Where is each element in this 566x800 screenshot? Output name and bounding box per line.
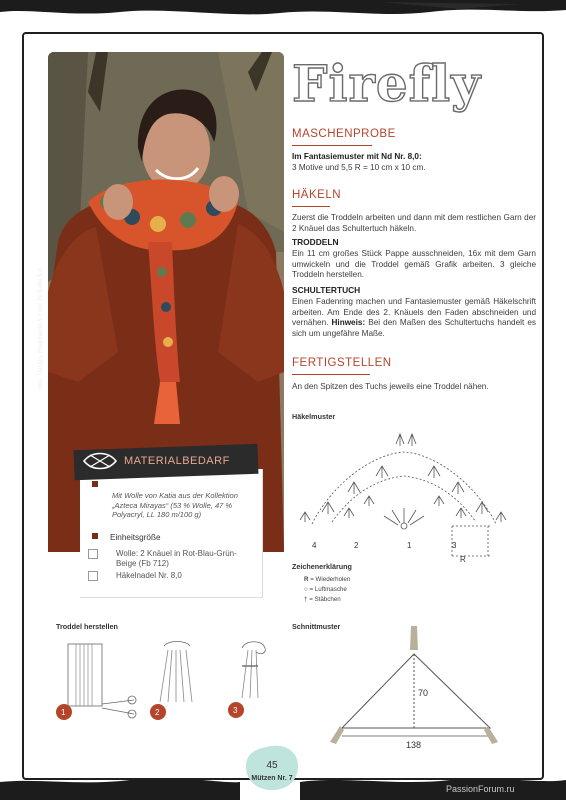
- legend-text-chain: = Luftmasche: [309, 586, 347, 593]
- checkbox-yarn[interactable]: [88, 549, 98, 559]
- legend-item-repeat: [304, 576, 350, 583]
- troddeln-heading: TRODDELN: [292, 237, 339, 247]
- hinweis-label: Hinweis:: [331, 318, 366, 328]
- legend-text-repeat: = Wiederholen: [310, 576, 351, 583]
- page-footer: [242, 742, 302, 792]
- schultertuch-body: Einen Fadenring machen und Fantasiemuster gemäß Häkelschrift arbeiten. Am Ende des 2. Knäuels den Faden abschneiden und vernähen.: [292, 297, 536, 328]
- legend-text-dc: = Stäbchen: [309, 596, 341, 603]
- haekeln-heading: HÄKELN: [292, 189, 342, 201]
- pattern-schematic: [320, 624, 520, 754]
- chart-label-2: 2: [354, 541, 359, 550]
- magazine-name: Mützen Nr. 7: [251, 775, 293, 782]
- legend-item-chain: [304, 586, 347, 593]
- chart-label-4: 4: [312, 541, 317, 550]
- maschenprobe-needle: Im Fantasiemuster mit Nd Nr. 8,0:: [292, 152, 422, 161]
- yarn-skein-icon: [82, 449, 118, 475]
- schultertuch-text: [292, 297, 536, 339]
- material-item-hook: Häkelnadel Nr. 8,0: [116, 571, 182, 580]
- step-3-label: 3: [233, 706, 238, 715]
- material-item-yarn: Wolle: 2 Knäuel in Rot-Blau-Grün-Beige (Fb 712): [116, 549, 237, 568]
- materialbedarf-box: [74, 447, 264, 597]
- width-label: 138: [406, 740, 422, 750]
- fertigstellen-text: An den Spitzen des Tuchs jeweils eine Troddel nähen.: [292, 382, 489, 391]
- step-2-label: 2: [155, 708, 160, 717]
- troddeln-text: Ein 11 cm großes Stück Pappe ausschneiden, 16x mit dem Garn umwickeln und die Troddel gemäß Grafik arbeiten. 3 gleiche Troddeln herstellen.: [292, 249, 536, 280]
- zeichenerklaerung-heading: Zeichenerklärung: [292, 562, 352, 571]
- schnittmuster-heading: Schnittmuster: [292, 622, 341, 631]
- materialbedarf-heading: MATERIALBEDARF: [124, 455, 230, 467]
- schultertuch-heading: SCHULTERTUCH: [292, 285, 361, 295]
- haekelmuster-heading: Häkelmuster: [292, 412, 336, 421]
- chart-label-1: 1: [407, 541, 412, 550]
- page-title: Firefly: [292, 54, 482, 113]
- watermark: PassionForum.ru: [446, 784, 515, 794]
- page-number: 45: [266, 760, 278, 771]
- height-label: 70: [418, 688, 429, 698]
- step-1-label: 1: [61, 708, 66, 717]
- hinweis-text: Bei den Maßen des Schultertuchs handelt es sich um ungefähre Maße.: [292, 318, 536, 338]
- haekeln-underline: [292, 206, 330, 207]
- legend-symbol-repeat: R: [304, 576, 309, 583]
- crochet-chart: [292, 424, 542, 564]
- fertigstellen-heading: FERTIGSTELLEN: [292, 357, 392, 369]
- photo-credit: Idee, Design, Realisation & Foto: Fil Katia S.A.: [38, 265, 44, 390]
- bullet-square-2: [92, 533, 98, 539]
- maschenprobe-heading: MASCHENPROBE: [292, 128, 396, 140]
- size-heading: Einheitsgröße: [110, 533, 161, 542]
- legend-symbol-dc: †: [304, 596, 308, 603]
- materialbedarf-yarn-info: Mit Wolle von Katia aus der Kollektion „Azteca Mirayas“ (53 % Wolle, 47 % Polyacryl, LL 180 m/100 g): [112, 491, 238, 520]
- legend-symbol-chain: ○: [304, 586, 308, 593]
- maschenprobe-gauge: 3 Motive und 5,5 R = 10 cm x 10 cm.: [292, 163, 426, 172]
- haekeln-intro: Zuerst die Troddeln arbeiten und dann mit dem restlichen Garn der 2 Knäuel das Schultertuch häkeln.: [292, 213, 536, 233]
- troddel-heading: Troddel herstellen: [56, 622, 118, 631]
- chart-label-3: 3: [452, 541, 457, 550]
- bullet-square: [92, 481, 98, 487]
- checkbox-hook[interactable]: [88, 571, 98, 581]
- chart-repeat-label: R: [460, 555, 466, 564]
- legend-item-dc: [304, 596, 341, 603]
- fertigstellen-underline: [292, 374, 370, 375]
- maschenprobe-underline: [292, 145, 372, 146]
- tassel-steps-illustration: [56, 636, 286, 726]
